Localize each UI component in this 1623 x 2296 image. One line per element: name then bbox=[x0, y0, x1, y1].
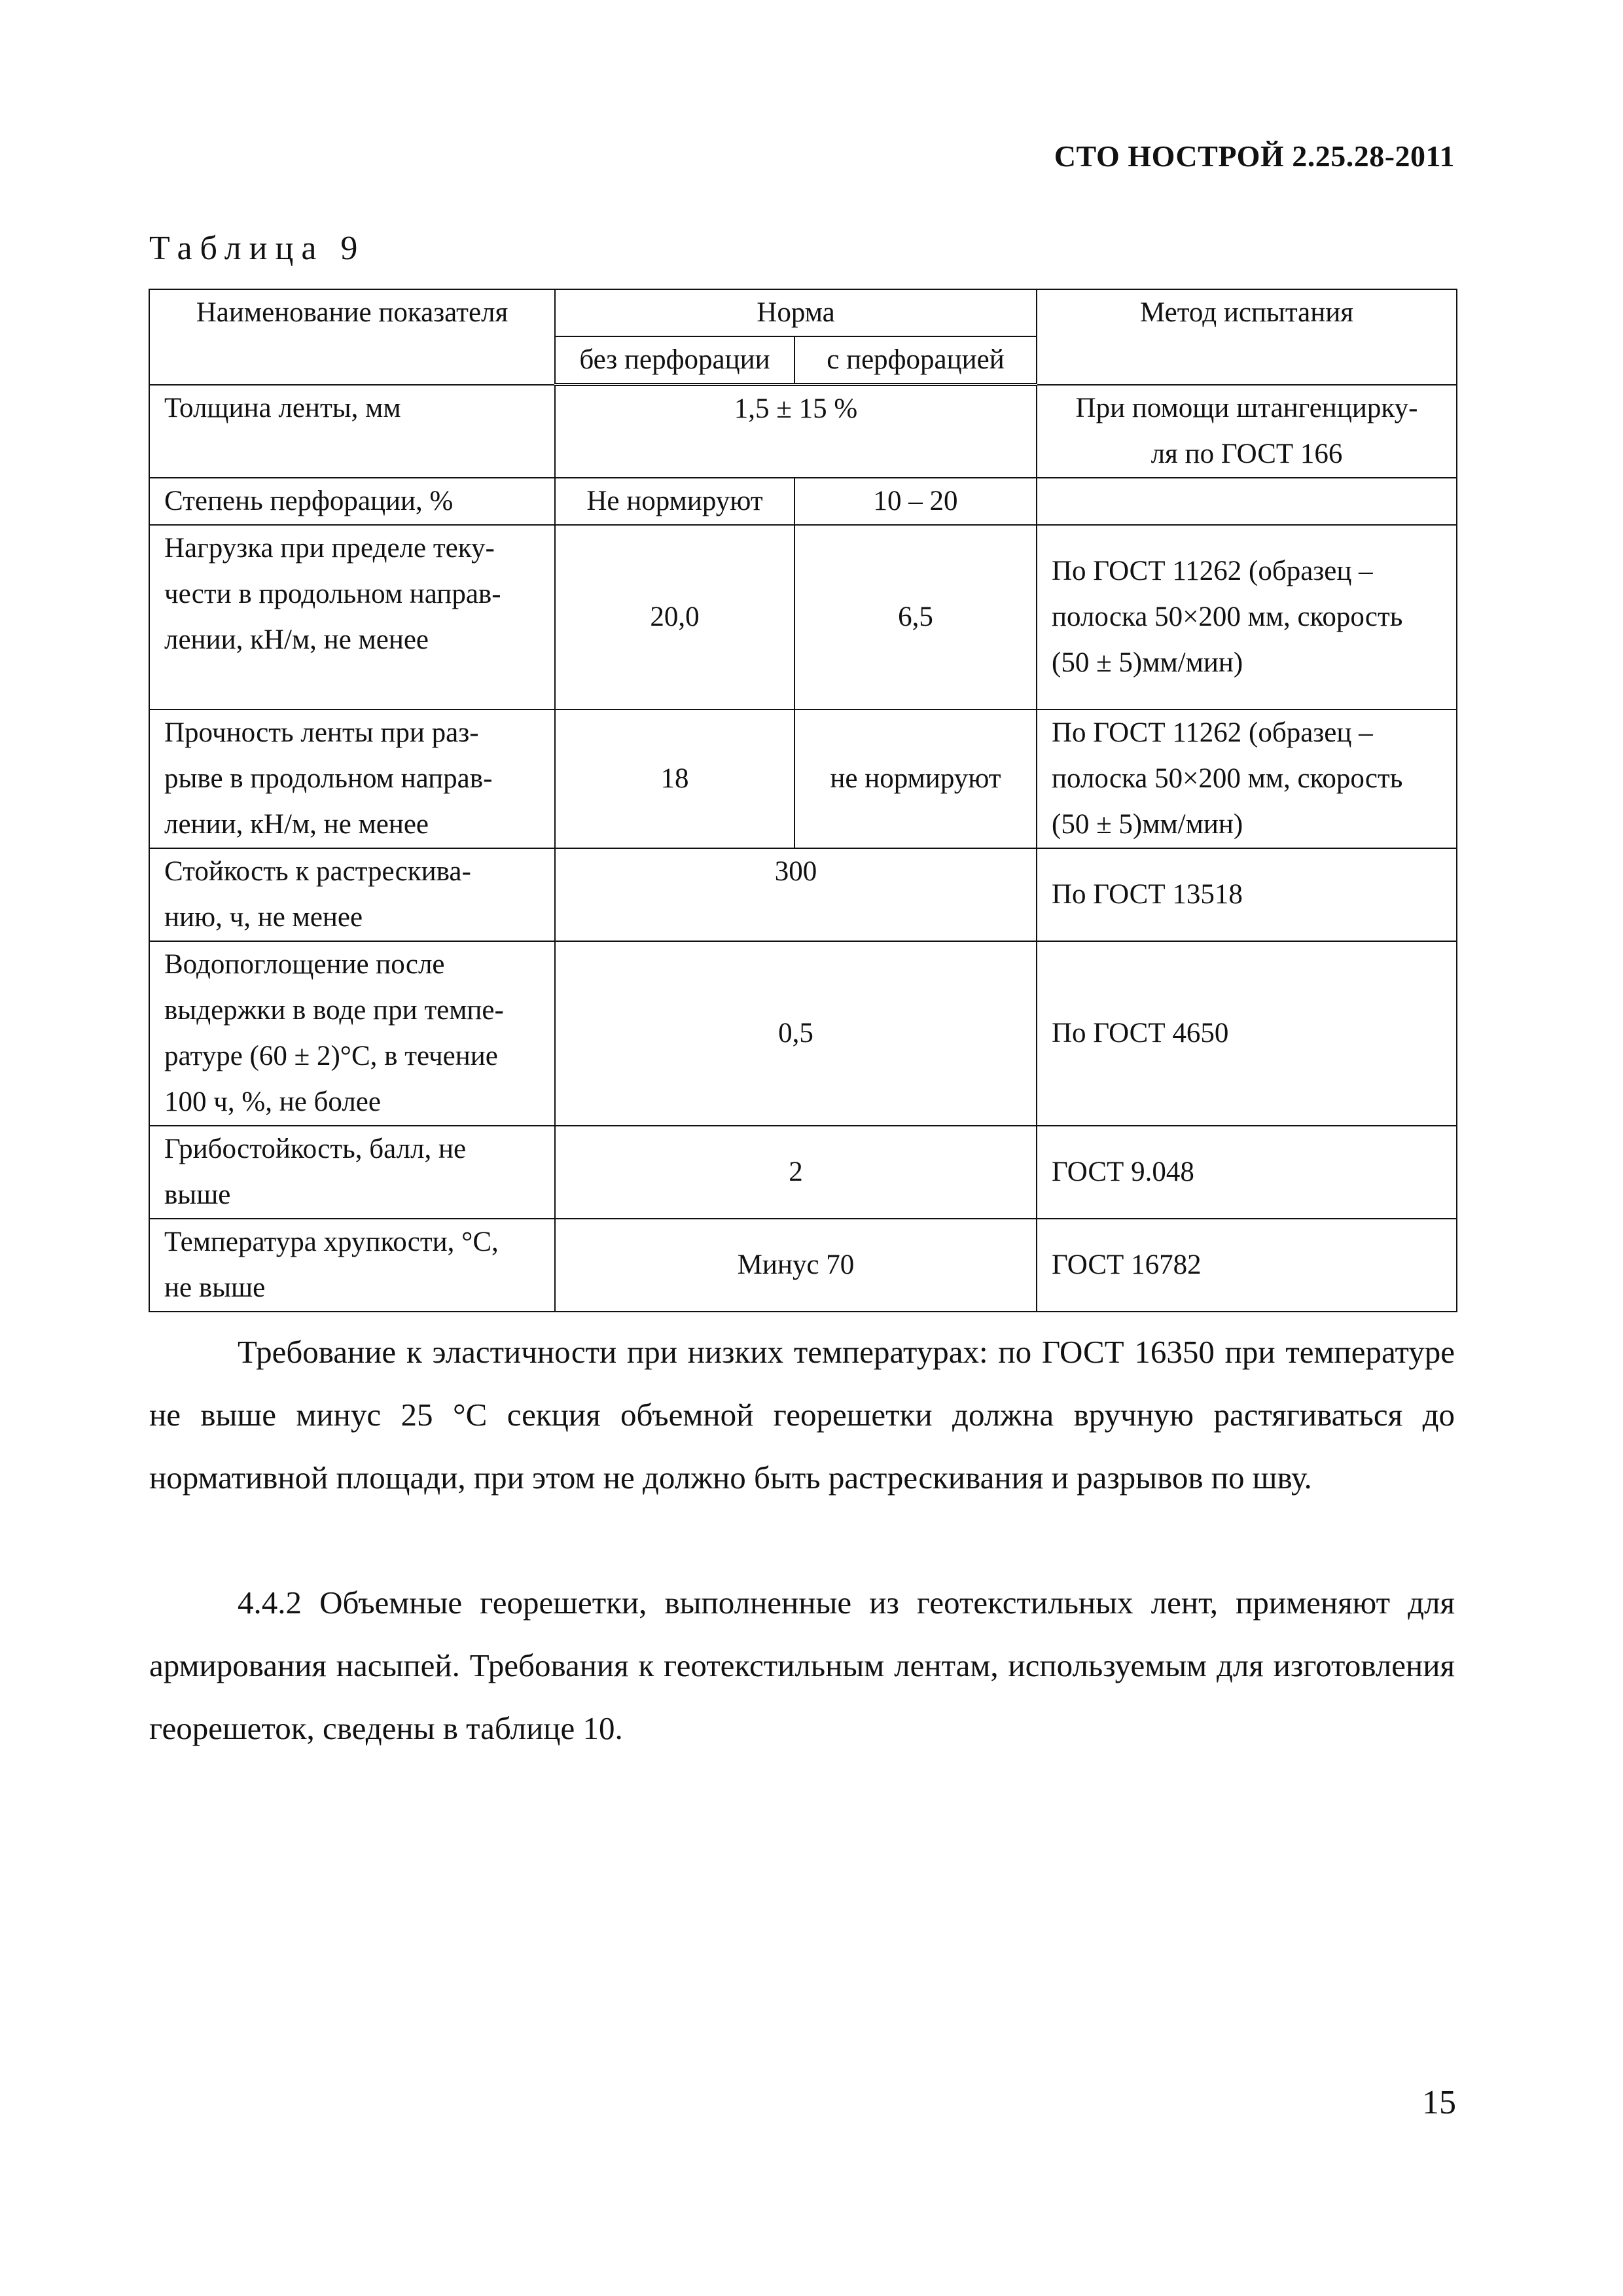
table-row bbox=[149, 478, 1457, 525]
table-header-row bbox=[149, 289, 1457, 336]
row-name: Толщина ленты, мм bbox=[149, 385, 555, 478]
paragraph-text: 4.4.2 Объемные георешетки, выполненные из геотекстильных лент, применяют для армирования насыпей. Требования к геотекстильным лентам, используемым для изготовления георешеток, сведены в таблице 10. bbox=[149, 1585, 1455, 1746]
header-name: Наименование показателя bbox=[149, 289, 555, 385]
header-no-perforation: без перфорации bbox=[555, 336, 794, 385]
row-method: По ГОСТ 13518 bbox=[1037, 848, 1457, 941]
row-norm: Минус 70 bbox=[555, 1219, 1037, 1312]
row-name: Нагрузка при пределе теку- чести в продольном направ- лении, кН/м, не менее bbox=[149, 525, 555, 709]
table-row bbox=[149, 385, 1457, 478]
row-with-perf: 6,5 bbox=[794, 525, 1037, 709]
row-method: По ГОСТ 11262 (образец – полоска 50×200 мм, скорость (50 ± 5)мм/мин) bbox=[1037, 709, 1457, 848]
row-method: При помощи штангенцирку- ля по ГОСТ 166 bbox=[1037, 385, 1457, 478]
header-norm: Норма bbox=[555, 289, 1037, 336]
row-method: По ГОСТ 11262 (образец – полоска 50×200 мм, скорость (50 ± 5)мм/мин) bbox=[1037, 525, 1457, 709]
row-name: Степень перфорации, % bbox=[149, 478, 555, 525]
table-row bbox=[149, 1126, 1457, 1219]
row-name: Водопоглощение после выдержки в воде при темпе- ратуре (60 ± 2)°С, в течение 100 ч, %, не более bbox=[149, 941, 555, 1126]
row-name: Стойкость к растрескива- нию, ч, не менее bbox=[149, 848, 555, 941]
paragraph-text: Требование к эластичности при низких температурах: по ГОСТ 16350 при температуре не выше минус 25 °С секция объемной георешетки должна вручную растягиваться до нормативной площади, при этом не должно быть растрескивания и разрывов по шву. bbox=[149, 1334, 1455, 1496]
row-norm: 2 bbox=[555, 1126, 1037, 1219]
row-method: По ГОСТ 4650 bbox=[1037, 941, 1457, 1126]
header-method: Метод испытания bbox=[1037, 289, 1457, 385]
document-code-header: СТО НОСТРОЙ 2.25.28-2011 bbox=[1054, 139, 1455, 173]
specification-table bbox=[149, 289, 1457, 1312]
table-row bbox=[149, 941, 1457, 1126]
row-norm: 300 bbox=[555, 848, 1037, 941]
row-norm: 0,5 bbox=[555, 941, 1037, 1126]
row-norm: 1,5 ± 15 % bbox=[555, 385, 1037, 478]
row-with-perf: не нормируют bbox=[794, 709, 1037, 848]
table-row bbox=[149, 525, 1457, 709]
row-method bbox=[1037, 478, 1457, 525]
row-with-perf: 10 – 20 bbox=[794, 478, 1037, 525]
row-name: Грибостойкость, балл, не выше bbox=[149, 1126, 555, 1219]
row-no-perf: Не нормируют bbox=[555, 478, 794, 525]
row-name: Температура хрупкости, °С, не выше bbox=[149, 1219, 555, 1312]
row-no-perf: 18 bbox=[555, 709, 794, 848]
row-no-perf: 20,0 bbox=[555, 525, 794, 709]
page-number: 15 bbox=[1422, 2084, 1456, 2121]
row-method: ГОСТ 16782 bbox=[1037, 1219, 1457, 1312]
table-row bbox=[149, 709, 1457, 848]
header-with-perforation: с перфорацией bbox=[794, 336, 1037, 385]
table-row bbox=[149, 1219, 1457, 1312]
table-row bbox=[149, 848, 1457, 941]
table-caption: Таблица 9 bbox=[149, 230, 366, 267]
row-name: Прочность ленты при раз- рыве в продольном направ- лении, кН/м, не менее bbox=[149, 709, 555, 848]
row-method: ГОСТ 9.048 bbox=[1037, 1126, 1457, 1219]
paragraph-4-4-2 bbox=[149, 1571, 1455, 1760]
paragraph-elasticity bbox=[149, 1321, 1455, 1509]
